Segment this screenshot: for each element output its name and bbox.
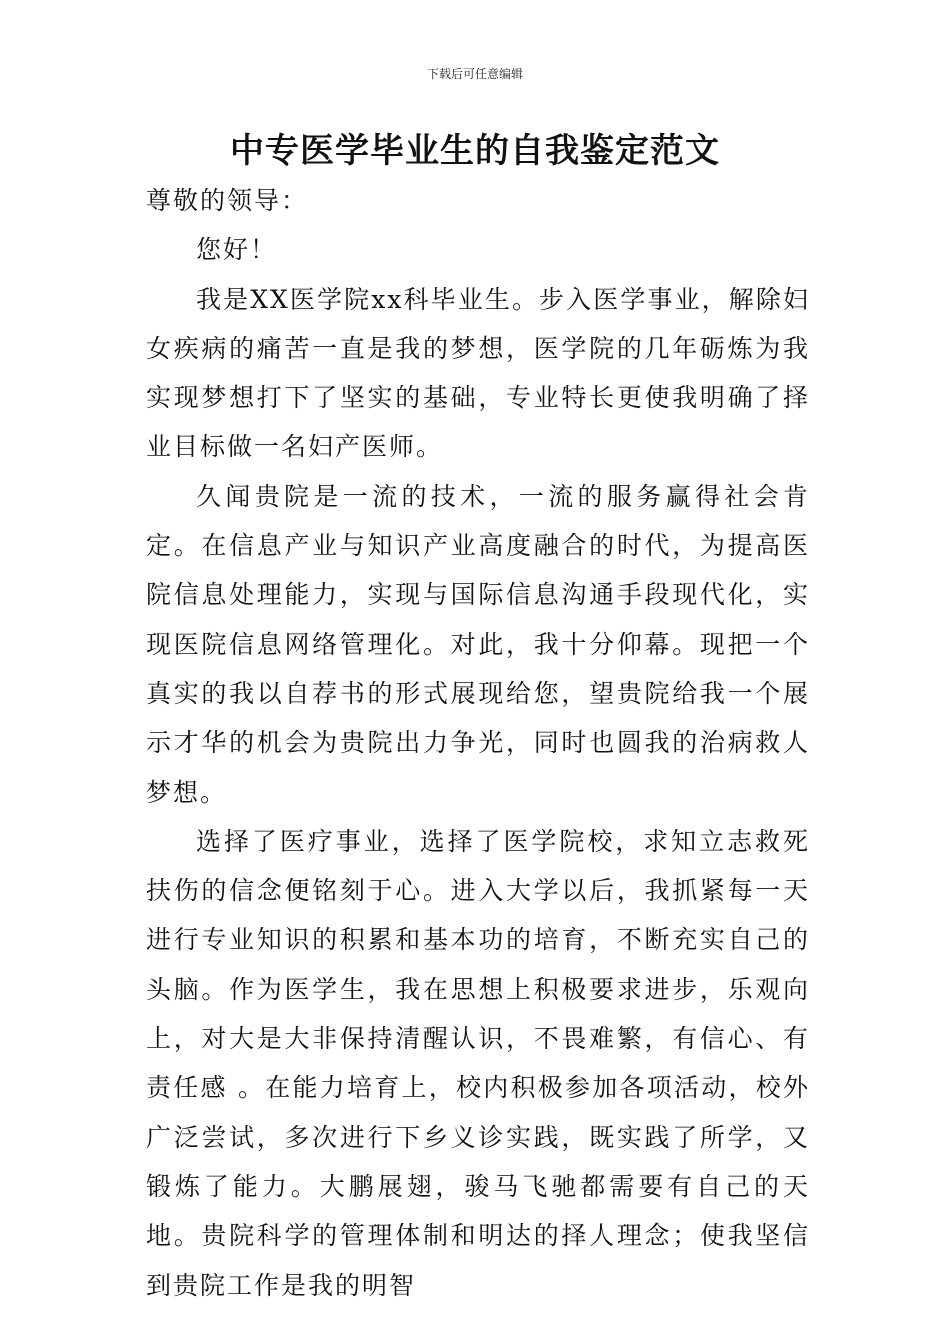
salutation: 尊敬的领导： [146,186,309,215]
header-note: 下载后可任意编辑 [426,67,523,81]
page-title: 中专医学毕业生的自我鉴定范文 [230,131,720,171]
paragraph-3: 选择了医疗事业，选择了医学院校，求知立志救死扶伤的信念便铭刻于心。进入大学以后，我抓紧每一天进行专业知识的积累和基本功的培育，不断充实自己的头脑。作为医学生，我在思想上积极要求进步，乐观向上，对大是大非保持清醒认识，不畏难繁，有信心、有责任感 。在能力培育上，校内积极参加各项活动，校外广泛尝试，多次进行下乡义诊实践，既实践了所学，又锻炼了能力。大鹏展翅，骏马飞驰都需要有自己的天地。贵院科学的管理体制和明达的择人理念；使我坚信到贵院工作是我的明智 [146,826,810,1300]
document-body [146,176,810,1310]
paragraph-1: 我是XX医学院xx科毕业生。步入医学事业，解除妇女疾病的痛苦一直是我的梦想，医学院的几年砺炼为我实现梦想打下了坚实的基础，专业特长更使我明确了择业目标做一名妇产医师。 [146,284,810,462]
paragraph-2: 久闻贵院是一流的技术，一流的服务赢得社会肯定。在信息产业与知识产业高度融合的时代，为提高医院信息处理能力，实现与国际信息沟通手段现代化，实现医院信息网络管理化。对此，我十分仰幕。现把一个真实的我以自荐书的形式展现给您，望贵院给我一个展示才华的机会为贵院出力争光，同时也圆我的治病救人梦想。 [146,481,810,807]
greeting: 您好！ [196,235,278,265]
